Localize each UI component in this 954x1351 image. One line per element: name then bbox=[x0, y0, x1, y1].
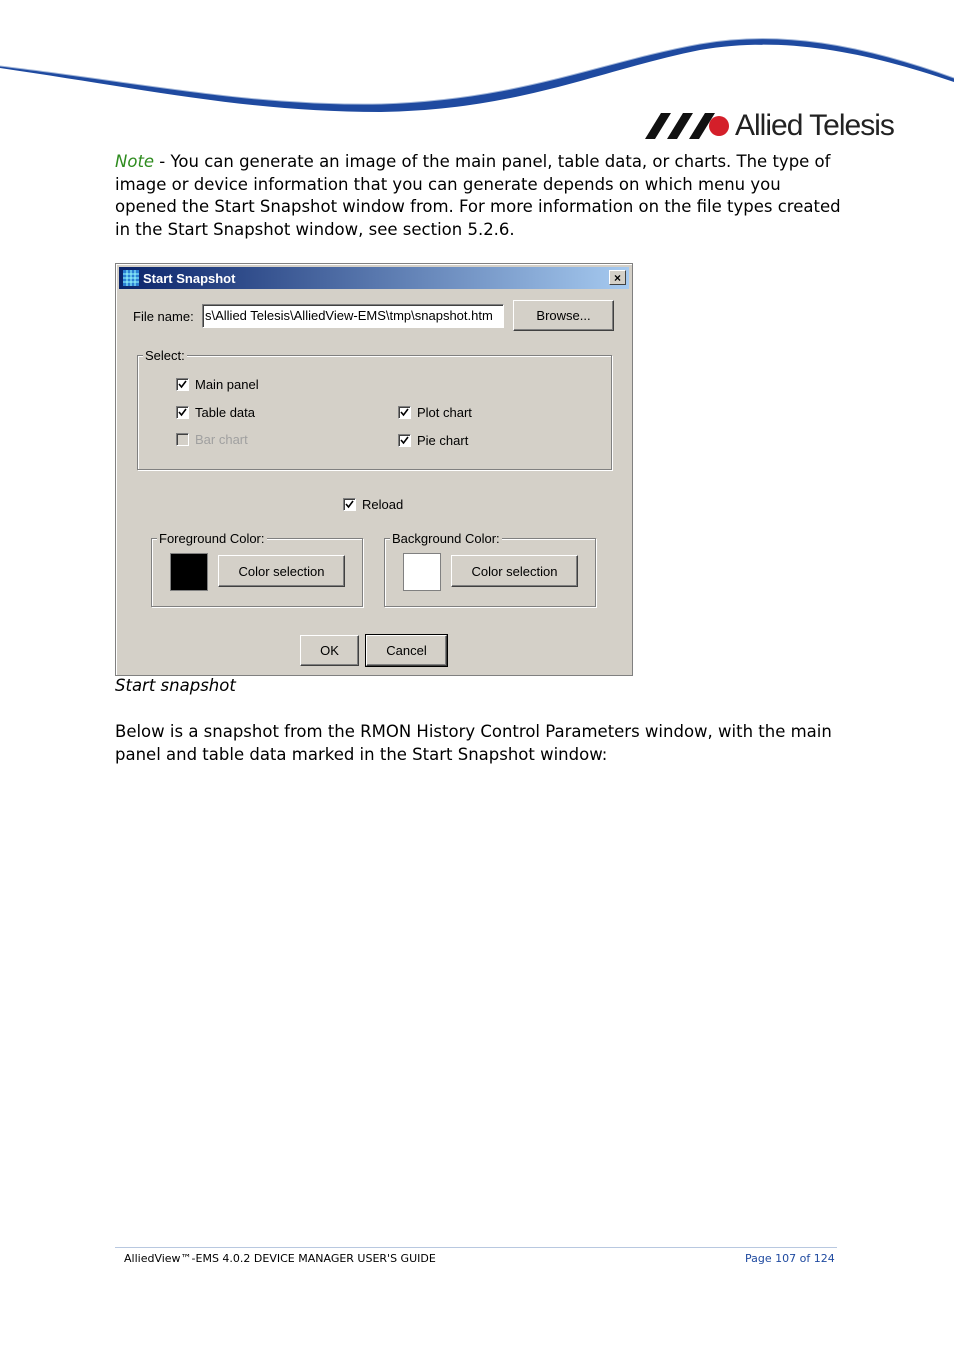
reload-label: Reload bbox=[362, 497, 404, 512]
foreground-color-swatch bbox=[170, 553, 208, 591]
table-data-checkbox-box[interactable] bbox=[176, 406, 189, 419]
note-text: - You can generate an image of the main panel, table data, or charts. The type of image or device information that you can generate depends on which menu you opened the Start Snapshot window from. For more information on the file types created in the Start Snapshot window, see section 5.2.6. bbox=[115, 152, 841, 239]
cancel-button[interactable]: Cancel bbox=[366, 635, 447, 666]
app-grid-icon bbox=[123, 270, 139, 286]
logo-mark-icon bbox=[645, 113, 731, 139]
foreground-color-selection-button[interactable]: Color selection bbox=[218, 555, 345, 587]
plot-chart-checkbox[interactable] bbox=[398, 405, 472, 420]
checkmark-icon bbox=[400, 436, 409, 445]
foreground-color-title: Foreground Color: bbox=[159, 531, 265, 546]
close-icon: × bbox=[613, 270, 621, 285]
plot-chart-checkbox-box[interactable] bbox=[398, 406, 411, 419]
main-panel-checkbox-box[interactable] bbox=[176, 378, 189, 391]
table-data-checkbox[interactable] bbox=[176, 405, 255, 420]
figure-caption: Start snapshot bbox=[115, 676, 236, 695]
dialog-title-bar bbox=[119, 267, 629, 289]
plot-chart-label: Plot chart bbox=[417, 405, 472, 420]
bar-chart-checkbox-box bbox=[176, 433, 189, 446]
table-data-label: Table data bbox=[195, 405, 255, 420]
footer-guide-title: AlliedView™-EMS 4.0.2 DEVICE MANAGER USER'S GUIDE bbox=[124, 1252, 436, 1265]
reload-checkbox[interactable] bbox=[343, 497, 403, 512]
bar-chart-label: Bar chart bbox=[195, 432, 248, 447]
background-color-swatch bbox=[403, 553, 441, 591]
background-color-selection-button[interactable]: Color selection bbox=[451, 555, 578, 587]
start-snapshot-dialog bbox=[115, 263, 633, 676]
checkmark-icon bbox=[345, 500, 354, 509]
file-name-input[interactable]: s\Allied Telesis\AlliedView-EMS\tmp\snapshot.htm bbox=[202, 304, 504, 328]
ok-button[interactable]: OK bbox=[300, 635, 359, 666]
file-name-label: File name: bbox=[133, 309, 194, 324]
footer-divider bbox=[115, 1247, 837, 1248]
checkmark-icon bbox=[400, 408, 409, 417]
background-color-title: Background Color: bbox=[392, 531, 500, 546]
note-paragraph bbox=[115, 151, 845, 241]
close-button[interactable] bbox=[609, 270, 626, 285]
allied-telesis-logo bbox=[645, 108, 894, 144]
checkmark-icon bbox=[178, 380, 187, 389]
pie-chart-label: Pie chart bbox=[417, 433, 469, 448]
checkmark-icon bbox=[178, 408, 187, 417]
pie-chart-checkbox[interactable] bbox=[398, 433, 468, 448]
main-panel-label: Main panel bbox=[195, 377, 259, 392]
main-panel-checkbox[interactable] bbox=[176, 377, 259, 392]
browse-button[interactable]: Browse... bbox=[513, 300, 614, 331]
note-label: Note bbox=[115, 152, 155, 171]
pie-chart-checkbox-box[interactable] bbox=[398, 434, 411, 447]
reload-checkbox-box[interactable] bbox=[343, 498, 356, 511]
select-group-title: Select: bbox=[145, 348, 185, 363]
logo-text: Allied Telesis bbox=[735, 109, 894, 142]
dialog-title: Start Snapshot bbox=[143, 270, 236, 286]
footer-page-number: Page 107 of 124 bbox=[745, 1252, 835, 1265]
bar-chart-checkbox bbox=[176, 432, 248, 447]
body-paragraph: Below is a snapshot from the RMON History Control Parameters window, with the main panel and table data marked in the Start Snapshot window: bbox=[115, 722, 832, 764]
